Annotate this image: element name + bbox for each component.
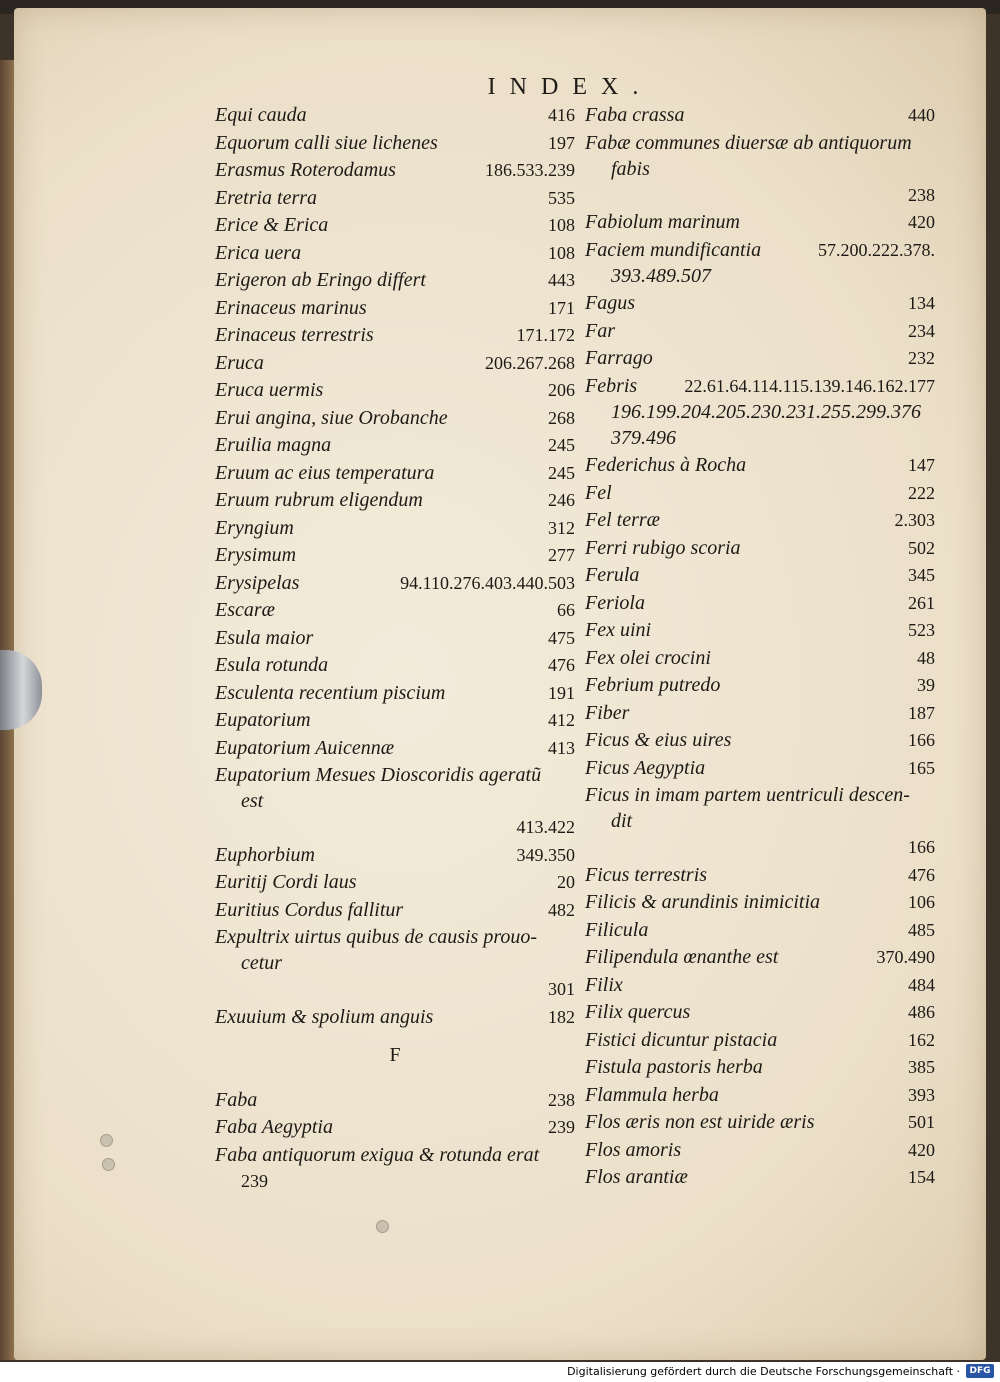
index-term: Flos amoris [585,1138,682,1161]
page-title: INDEX. [487,74,653,100]
index-pages: 234 [908,320,935,341]
index-pages: 154 [908,1167,935,1187]
index-pages: 206.267.268 [485,352,575,373]
index-term: Fabiolum marinum [585,211,740,233]
binding-hole [102,1158,115,1171]
index-entry [585,700,935,726]
index-term: Erinaceus marinus [215,296,367,319]
index-term: Eruum ac eius temperatura [215,461,435,484]
index-pages: 239 [241,1170,268,1191]
index-pages: 232 [908,348,935,368]
index-pages: 182 [548,1006,575,1027]
binding-hole [376,1220,389,1233]
index-term: Filix quercus [585,1001,691,1023]
index-entry [585,999,935,1025]
index-entry [585,290,935,316]
index-term: Eupatorium Auicennæ [215,736,395,759]
index-term: Faba crassa [585,104,685,126]
index-entry [585,345,935,371]
index-term-continued: cetur [241,952,283,974]
index-term: Esula maior [215,626,314,649]
index-term: Eupatorium Mesues Dioscoridis ageratũ [215,764,542,786]
index-pages: 162 [908,1029,935,1050]
index-term: Exuuium & spolium anguis [215,1005,434,1028]
index-entry [585,917,935,943]
index-pages: 187 [908,702,935,723]
index-entry [585,1054,935,1080]
index-pages: 238 [548,1089,575,1110]
index-entry [215,377,575,403]
index-term: Feriola [585,591,645,614]
index-term: Eruum rubrum eligendum [215,489,423,511]
index-pages: 502 [908,537,935,558]
index-term: Filicula [585,918,649,941]
index-pages: 440 [908,105,935,125]
index-pages: 191 [548,682,575,703]
index-term: Erui angina, siue Orobanche [215,406,448,429]
index-entry [215,924,575,1002]
index-term: Eryngium [215,516,294,539]
index-term: Fistula pastoris herba [585,1056,763,1078]
index-entry [215,897,575,923]
index-entry [215,652,575,678]
index-term: Faba [215,1088,258,1111]
index-term: Ficus terrestris [585,863,708,886]
index-entry [585,535,935,561]
index-term: Esculenta recentium piscium [215,681,446,704]
index-pages: 268 [548,407,575,428]
index-entry [585,727,935,753]
index-term: Erica uera [215,241,302,264]
index-entry [215,322,575,348]
index-entry [585,373,935,451]
index-term: Federichus à Rocha [585,454,747,476]
index-entry [585,452,935,478]
index-term: Equorum calli siue lichenes [215,131,438,154]
index-term: Euphorbium [215,843,315,866]
index-term: Filicis & arundinis inimicitia [585,891,820,913]
index-term: Febris [585,374,638,397]
index-term: Flos arantiæ [585,1166,688,1188]
index-pages: 106 [908,892,935,912]
index-entry [215,267,575,293]
index-entry [215,240,575,266]
index-pages: 345 [908,565,935,585]
index-pages: 385 [908,1057,935,1077]
index-pages: 108 [548,242,575,263]
index-entry [585,480,935,506]
index-entry [215,842,575,868]
index-column-left [215,102,575,1195]
index-term: Fistici dicuntur pistacia [585,1028,778,1051]
index-entry [215,1004,575,1030]
index-pages: 420 [908,212,935,232]
index-entry [585,102,935,128]
index-term: Ficus in imam partem uentriculi descen- [585,784,910,806]
index-pages: 416 [548,105,575,125]
index-term: Faba antiquorum exigua & rotunda erat [215,1143,540,1166]
index-entry [215,542,575,568]
index-column-right [585,102,935,1192]
index-pages: 165 [908,757,935,778]
index-pages: 222 [908,482,935,503]
index-term: Ferri rubigo scoria [585,536,741,559]
index-entry [585,889,935,915]
index-term: Esula rotunda [215,654,329,676]
index-pages: 245 [548,435,575,455]
index-pages: 413.422 [516,817,575,837]
index-term: Eruilia magna [215,434,332,456]
index-pages: 20 [557,872,575,892]
section-letter-f: F [389,1043,401,1066]
index-entry [585,209,935,235]
index-pages: 261 [908,592,935,613]
index-entry [585,972,935,998]
index-entry [585,944,935,970]
index-term: Farrago [585,347,653,369]
index-entry [215,432,575,458]
index-entry [215,157,575,183]
footer [0,1362,1000,1382]
index-entry [585,130,935,208]
index-term: Euritij Cordi laus [215,871,357,893]
index-term: Fel terræ [585,509,660,531]
index-entry [215,295,575,321]
index-pages: 484 [908,974,935,995]
index-term: Euritius Cordus fallitur [215,898,404,921]
index-entry [585,562,935,588]
index-pages: 485 [908,919,935,940]
index-entry [215,1114,575,1140]
index-term: Fel [585,481,612,504]
index-pages: 186.533.239 [485,160,575,180]
index-pages: 245 [548,462,575,483]
index-pages: 239 [548,1117,575,1137]
index-entry [585,672,935,698]
dfg-logo: DFG [966,1364,994,1378]
index-term-continued: fabis [611,157,650,180]
index-term: Febrium putredo [585,674,721,696]
index-term: Expultrix uirtus quibus de causis prouo- [215,926,538,948]
index-pages: 206 [548,380,575,400]
index-term-continued: dit [611,810,633,832]
index-entry [215,460,575,486]
index-entry [215,102,575,128]
index-term: Eupatorium [215,709,311,731]
index-term: Erinaceus terrestris [215,324,374,346]
index-entry [215,735,575,761]
index-pages: 48 [917,647,935,668]
index-pages: 501 [908,1112,935,1132]
index-pages: 370.490 [876,947,935,967]
index-entry [215,707,575,733]
index-term: Ficus Aegyptia [585,756,706,779]
index-pages: 476 [908,864,935,885]
index-term: Eretria terra [215,186,318,209]
index-entry [585,318,935,344]
index-entry [585,237,935,289]
index-term-continued: est [241,790,264,812]
index-pages: 197 [548,132,575,153]
index-term: Erigeron ab Eringo differt [215,269,426,291]
index-entry [215,350,575,376]
index-pages: 246 [548,490,575,510]
index-pages: 312 [548,517,575,538]
index-entry [585,1027,935,1053]
index-term: Filipendula œnanthe est [585,946,779,968]
index-entry [215,130,575,156]
index-entry [585,507,935,533]
index-term-continued: 393.489.507 [611,264,711,287]
index-pages: 166 [908,730,935,750]
index-entry [585,1164,935,1190]
index-pages: 134 [908,293,935,313]
index-pages: 22.61.64.114.115.139.146.162.177 [684,375,935,396]
index-term: Far [585,319,615,342]
index-entry [585,782,935,860]
index-term-continued: 379.496 [611,426,676,449]
index-pages: 94.110.276.403.440.503 [400,572,575,593]
binding-hole [100,1134,113,1147]
index-pages: 108 [548,215,575,235]
index-pages: 39 [917,675,935,695]
index-entry [585,645,935,671]
index-term: Erasmus Roterodamus [215,159,396,181]
index-term: Faciem mundificantia [585,238,762,261]
index-term: Erysipelas [215,571,300,594]
index-term: Erysimum [215,544,297,566]
index-term: Filix [585,973,623,996]
index-entry [585,1109,935,1135]
index-term: Equi cauda [215,104,307,126]
index-pages: 166 [908,837,935,857]
index-term: Fabæ communes diuersæ ab antiquorum [585,131,912,154]
index-pages: 349.350 [516,844,575,865]
index-entry [215,212,575,238]
index-pages: 412 [548,710,575,730]
index-entry [215,487,575,513]
index-entry [215,680,575,706]
index-pages: 66 [557,600,575,620]
footer-text: Digitalisierung gefördert durch die Deutsche Forschungsgemeinschaft · [567,1365,960,1378]
index-term: Ficus & eius uires [585,729,732,751]
index-term-continued: 196.199.204.205.230.231.255.299.376 [611,400,921,423]
index-entry [215,1142,575,1194]
index-term: Faba Aegyptia [215,1116,333,1138]
index-entry [585,755,935,781]
index-entry [585,862,935,888]
index-entry [585,1082,935,1108]
index-pages: 2.303 [894,510,935,530]
index-entry [585,590,935,616]
index-entry [215,570,575,596]
index-entry [585,617,935,643]
index-pages: 420 [908,1139,935,1160]
index-term: Eruca [215,351,264,374]
index-pages: 476 [548,655,575,675]
index-pages: 475 [548,627,575,648]
index-pages: 535 [548,187,575,208]
index-entry [215,762,575,840]
index-pages: 277 [548,545,575,565]
index-pages: 393 [908,1084,935,1105]
index-term: Fagus [585,292,635,314]
index-term: Escaræ [215,599,275,621]
index-term: Erice & Erica [215,214,329,236]
index-term: Fex olei crocini [585,646,711,669]
index-pages: 171 [548,297,575,318]
index-entry [585,1137,935,1163]
index-entry [215,625,575,651]
index-pages: 486 [908,1002,935,1022]
index-term: Fex uini [585,619,652,641]
index-entry [215,405,575,431]
index-entry [215,185,575,211]
index-pages: 413 [548,737,575,758]
index-term: Eruca uermis [215,379,324,401]
index-term: Flammula herba [585,1083,719,1106]
index-pages: 57.200.222.378. [818,239,935,260]
index-pages: 238 [908,184,935,205]
index-pages: 523 [908,620,935,640]
index-pages: 301 [548,979,575,999]
index-pages: 482 [548,899,575,920]
index-term: Flos æris non est uiride æris [585,1111,815,1133]
index-pages: 171.172 [516,325,575,345]
index-pages: 443 [548,270,575,290]
index-entry [215,1087,575,1113]
index-entry [215,869,575,895]
index-pages: 147 [908,455,935,475]
index-term: Ferula [585,564,640,586]
index-entry [215,515,575,541]
index-term: Fiber [585,701,630,724]
index-entry [215,597,575,623]
